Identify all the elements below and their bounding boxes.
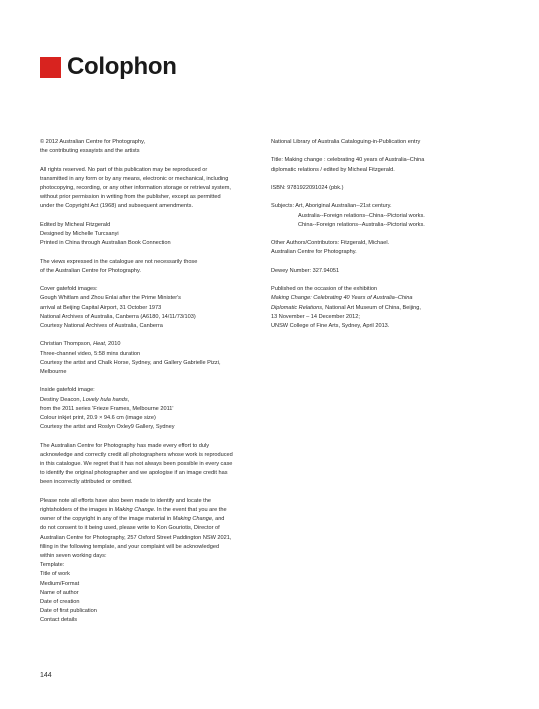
text-line: All rights reserved. No part of this publication may be reproduced or: [40, 166, 208, 173]
subjects-entry: [271, 202, 501, 230]
credits-paragraph: [40, 221, 262, 249]
text-line: Melbourne: [40, 369, 67, 375]
text-line: Dewey Number: 327.94051: [271, 267, 340, 274]
text-line: diplomatic relations / edited by Micheal Fitzgerald.: [271, 166, 395, 173]
red-square-mark: [40, 57, 61, 78]
text-line: arrival at Beijing Capital Airport, 31 October 1973: [40, 304, 162, 311]
text-line: transmitted in any form or by any means, electronic or mechanical, including: [40, 175, 229, 182]
text-line: the contributing essayists and the artists: [40, 148, 140, 155]
text-line: Australian Centre for Photography.: [271, 249, 357, 256]
cataloguing-heading: [271, 138, 501, 147]
text-span: . In the event that you are the: [153, 507, 227, 513]
right-column: [271, 138, 501, 340]
exhibition-title: Diplomatic Relations: [271, 304, 322, 311]
work-title: Lovely hula hands: [82, 396, 128, 403]
artist-name: Destiny Deacon,: [40, 396, 83, 403]
text-line: Australian Centre for Photography, 257 Oxford Street Paddington NSW 2021,: [40, 534, 232, 541]
text-line: been incorrectly attributed or omitted.: [40, 479, 133, 486]
text-line: within seven working days:: [40, 553, 107, 560]
publication-note: [271, 285, 501, 331]
template-field: Title of work: [40, 571, 70, 578]
text-line: © 2012 Australian Centre for Photography,: [40, 139, 146, 145]
text-line: Courtesy National Archives of Australia, Canberra: [40, 323, 163, 329]
text-line: UNSW College of Fine Arts, Sydney, April 2013.: [271, 322, 390, 329]
template-field: Date of creation: [40, 599, 80, 606]
exhibition-title: Making Change: Celebrating 40 Years of Australia–China: [271, 295, 413, 302]
catalogue-title-entry: [271, 156, 501, 174]
text-line: The views expressed in the catalogue are not necessarily those: [40, 258, 198, 265]
text-line: Gough Whitlam and Zhou Enlai after the Prime Minister's: [40, 295, 181, 302]
dewey-entry: [271, 267, 501, 276]
rightsholders-paragraph: [40, 497, 262, 626]
thompson-credit-paragraph: [40, 340, 262, 377]
text-line: Courtesy the artist and Chalk Horse, Sydney, and Gallery Gabrielle Pizzi,: [40, 359, 221, 366]
text-line: do not consent to it being used, please write to Kon Gouriotis, Director of: [40, 525, 220, 532]
work-year: , 2010: [104, 341, 121, 348]
text-line: filling in the following template, and your complaint will be acknowledged: [40, 543, 220, 550]
contributors-entry: [271, 239, 501, 257]
views-paragraph: [40, 258, 262, 276]
text-line: Please note all efforts have also been made to identify and locate the: [40, 497, 211, 504]
text-span: rightsholders of the images in: [40, 507, 115, 513]
page-header: [40, 55, 177, 79]
text-line: Printed in China through Australian Book Connection: [40, 240, 171, 247]
text-line: without prior permission in writing from the publisher, except as permitted: [40, 194, 221, 201]
template-field: Medium/Format: [40, 580, 80, 587]
text-line: National Archives of Australia, Canberra (A6180, 14/11/73/103): [40, 313, 196, 320]
text-line: Courtesy the artist and Roslyn Oxley9 Gallery, Sydney: [40, 424, 175, 431]
template-field: Date of first publication: [40, 608, 97, 615]
text-line: ISBN: 9781922091024 (pbk.): [271, 184, 344, 191]
page-title: Colophon: [67, 53, 177, 80]
text-line: Published on the occasion of the exhibition: [271, 286, 378, 293]
acknowledgement-paragraph: [40, 442, 262, 488]
text-line: The Australian Centre for Photography has made every effort to duly: [40, 442, 210, 449]
artist-name: Christian Thompson,: [40, 341, 94, 348]
book-title: Making Change: [114, 507, 154, 513]
text-line: National Library of Australia Cataloguing-in-Publication entry: [271, 139, 421, 145]
rights-paragraph: [40, 166, 262, 212]
text-line: Designed by Michelle Turcsanyi: [40, 231, 119, 237]
text-line: [40, 515, 262, 524]
text-line: Other Authors/Contributors: Fitzgerald, Michael.: [271, 240, 390, 247]
inside-gatefold-paragraph: [40, 386, 262, 432]
text-span: owner of the copyright in any of the image material in: [40, 516, 173, 523]
isbn-entry: [271, 184, 501, 193]
text-line: [271, 304, 501, 313]
book-title: Making Change: [172, 516, 212, 523]
template-field: Contact details: [40, 617, 78, 624]
text-line: 13 November – 14 December 2012;: [271, 313, 360, 320]
text-line: Edited by Micheal Fitzgerald: [40, 221, 111, 228]
cover-images-paragraph: [40, 285, 262, 331]
text-line: of the Australian Centre for Photography.: [40, 267, 141, 274]
text-line: acknowledge and correctly credit all photographers whose work is reproduced: [40, 451, 233, 458]
text-line: Subjects: Art, Aboriginal Australian--21st century.: [271, 203, 392, 210]
template-field: Name of author: [40, 589, 79, 596]
text-span: , National Art Museum of China, Beijing,: [322, 304, 421, 311]
text-line: to identify the original photographer and we apologise if an image credit has: [40, 470, 228, 477]
left-column: [40, 138, 262, 635]
punctuation: ,: [127, 396, 130, 403]
copyright-paragraph: [40, 138, 262, 156]
text-span: , and: [211, 516, 225, 523]
text-line: in this catalogue. We regret that it has not always been possible in every case: [40, 461, 233, 467]
page-number: 144: [40, 672, 52, 679]
text-line: photocopying, recording, or any other information storage or retrieval system,: [40, 185, 231, 191]
text-line: [40, 340, 262, 349]
template-heading: Template:: [40, 562, 65, 569]
text-line: Inside gatefold image:: [40, 387, 95, 394]
text-line: Three-channel video, 5:58 mins duration: [40, 350, 141, 357]
text-line: Australia--Foreign relations--China--Pictorial works.: [298, 212, 425, 219]
text-line: Cover gatefold images:: [40, 286, 98, 293]
text-line: from the 2011 series 'Frieze Frames, Melbourne 2011': [40, 405, 174, 412]
work-title: Heat: [93, 341, 105, 348]
text-line: under the Copyright Act (1968) and subsequent amendments.: [40, 203, 193, 210]
text-line: Title: Making change : celebrating 40 years of Australia–China: [271, 157, 425, 164]
text-line: Colour inkjet print, 20.9 × 94.6 cm (image size): [40, 415, 156, 421]
text-line: China--Foreign relations--Australia--Pictorial works.: [298, 221, 425, 228]
text-line: [40, 506, 262, 515]
text-line: [40, 396, 262, 405]
